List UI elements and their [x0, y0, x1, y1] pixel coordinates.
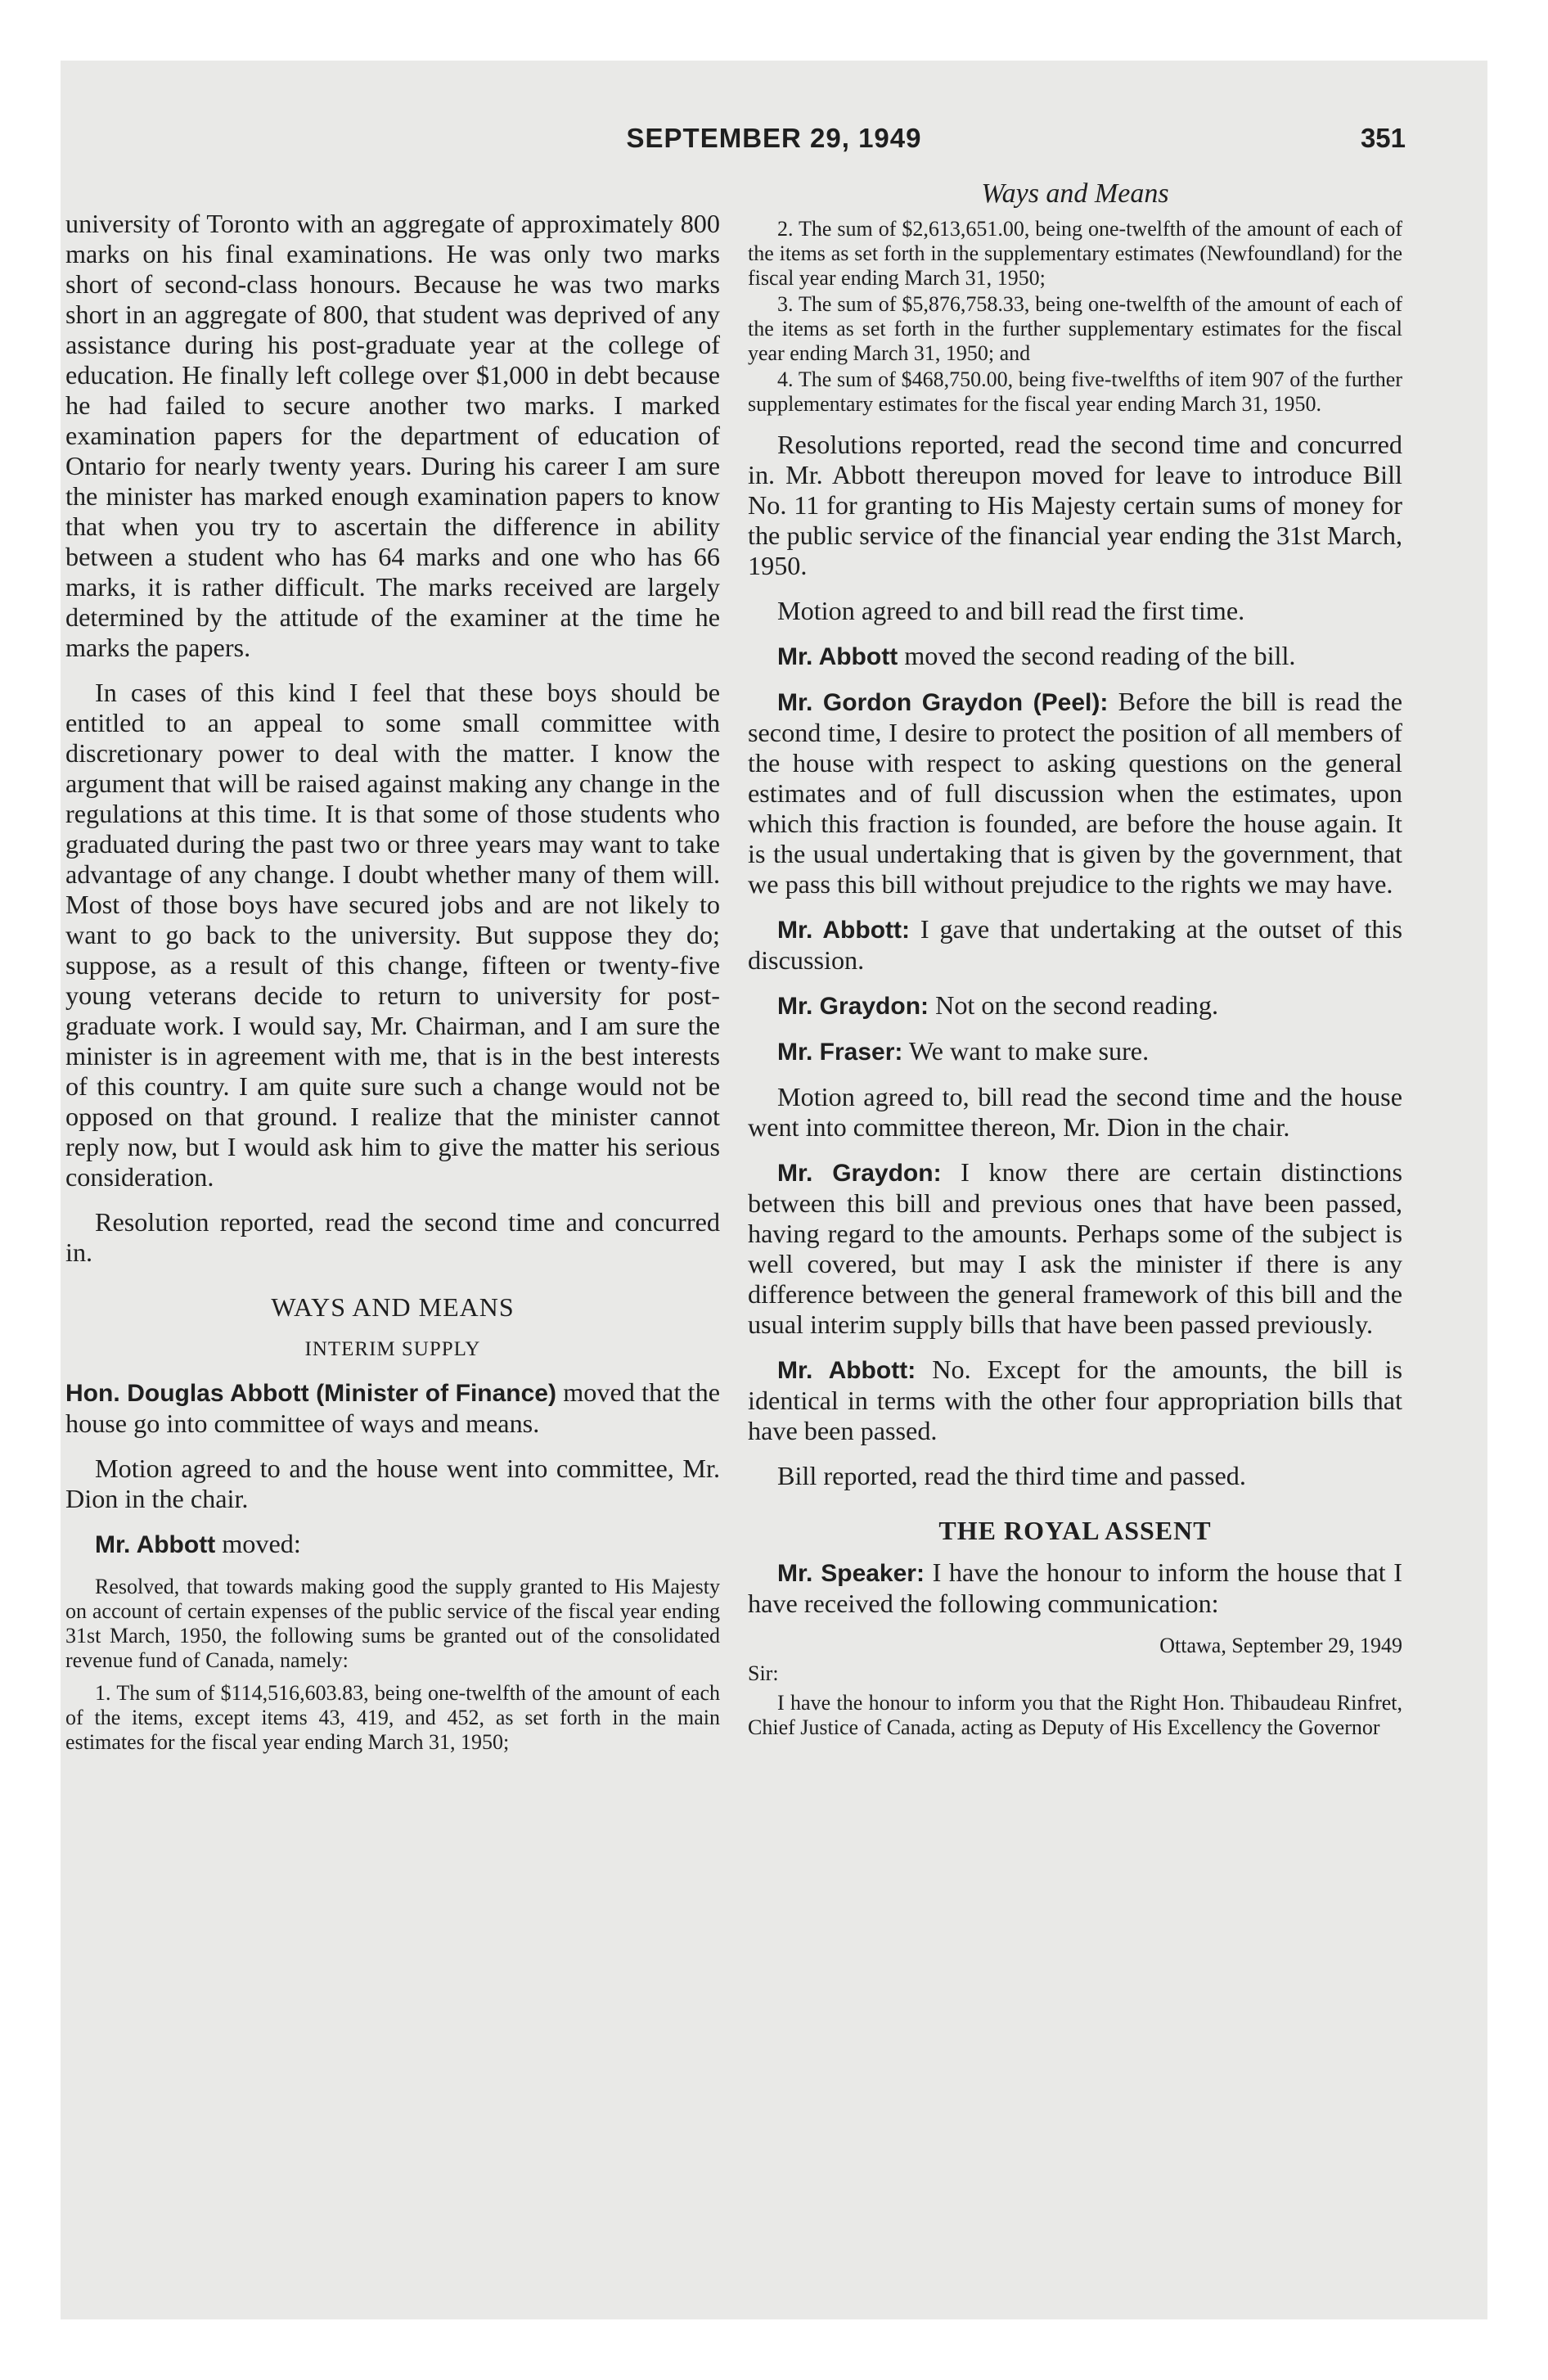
- resolution-item: 4. The sum of $468,750.00, being five-twelfths of item 907 of the further supplementary estimates for the fiscal year ending March 31, 1950.: [748, 367, 1402, 416]
- section-heading: WAYS AND MEANS: [271, 1292, 515, 1322]
- paragraph: In cases of this kind I feel that these boys should be entitled to an appeal to some small committee with discretionary power to deal with the matter. I know the argument that will be raised against making any change in the regulations at this time. It is that some of those students who graduated during the past two or three years may want to take advantage of any change. I doubt whether many of them will. Most of those boys have secured jobs and are not likely to want to go back to the university. But suppose they do; suppose, as a result of this change, fifteen or twenty-five young veterans decide to return to university for post-graduate work. I would say, Mr. Chairman, and I am sure the minister is in agreement with me, that is in the best interests of this country. I am quite sure such a change would not be opposed on that ground. I realize that the minister cannot reply now, but I would ask him to give the matter his serious consideration.: [65, 678, 720, 1192]
- speaker-name: Hon. Douglas Abbott (Minister of Finance): [65, 1380, 556, 1407]
- speech-text: I have the honour to inform the house that I have received the following communication:: [748, 1557, 1403, 1618]
- section-heading: THE ROYAL ASSENT: [938, 1516, 1212, 1545]
- speech-text: No. Except for the amounts, the bill is identical in terms with the other four appropriation bills that have been passed.: [748, 1355, 1402, 1445]
- paragraph: [748, 1036, 1402, 1067]
- paragraph: [748, 641, 1402, 672]
- paragraph: [748, 1557, 1402, 1619]
- speaker-name: Mr. Abbott: [777, 643, 898, 670]
- speaker-name: Mr. Abbott:: [777, 1357, 916, 1384]
- right-column: [748, 178, 1402, 1748]
- speaker-name: Mr. Fraser:: [777, 1039, 903, 1066]
- speech-text: I know there are certain distinctions between this bill and previous ones that have been passed, having regard to the amounts. Perhaps some of the subject is well covered, but may I ask the minister if there is any difference between the general framework of this bill and the usual interim supply bills that have been passed previously.: [748, 1157, 1402, 1339]
- paragraph: [748, 1355, 1402, 1446]
- paragraph: [748, 687, 1402, 899]
- resolution-item: 3. The sum of $5,876,758.33, being one-twelfth of the amount of each of the items as set forth in the further supplementary estimates for the fiscal year ending March 31, 1950; and: [748, 292, 1402, 365]
- letter-body: I have the honour to inform you that the Right Hon. Thibaudeau Rinfret, Chief Justice of Canada, acting as Deputy of His Excellency the Governor: [748, 1691, 1402, 1739]
- speaker-name: Mr. Abbott:: [777, 917, 910, 944]
- paragraph: [748, 1157, 1402, 1340]
- paragraph: university of Toronto with an aggregate of approximately 800 marks on his final examinations. He was only two marks short of second-class honours. Because he was two marks short in an aggregate of 800, that student was deprived of any assistance during his post-graduate year at the college of education. He finally left college over $1,000 in debt because he had failed to secure another two marks. I marked examination papers for the department of education of Ontario for nearly twenty years. During his career I am sure the minister has marked enough examination papers to know that when you try to ascertain the difference in ability between a student who has 64 marks and one who has 66 marks, it is rather difficult. The marks received are largely determined by the attitude of the examiner at the time he marks the papers.: [65, 209, 720, 662]
- header-date: SEPTEMBER 29, 1949: [626, 123, 922, 153]
- subsection-heading: INTERIM SUPPLY: [304, 1338, 481, 1360]
- paragraph: Motion agreed to, bill read the second time and the house went into committee thereon, Mr. Dion in the chair.: [748, 1082, 1402, 1142]
- running-heading: Ways and Means: [981, 178, 1169, 209]
- speech-text: moved that the house go into committee of ways and means.: [65, 1377, 720, 1438]
- paragraph: [65, 1529, 720, 1560]
- resolution-item: 2. The sum of $2,613,651.00, being one-twelfth of the amount of each of the items as set forth in the supplementary estimates (Newfoundland) for the fiscal year ending March 31, 1950;: [748, 217, 1402, 290]
- resolution-item: 1. The sum of $114,516,603.83, being one-twelfth of the amount of each of the items, except items 43, 419, and 452, as set forth in the main estimates for the fiscal year ending March 31, 1950;: [65, 1681, 720, 1754]
- speech-text: I gave that undertaking at the outset of this discussion.: [748, 914, 1402, 975]
- speaker-name: Mr. Graydon:: [777, 993, 929, 1020]
- page-number: 351: [1360, 123, 1406, 153]
- page-header: [61, 123, 1487, 172]
- speaker-name: Mr. Abbott: [95, 1531, 216, 1558]
- speaker-name: Mr. Graydon:: [777, 1160, 942, 1187]
- paragraph: [65, 1377, 720, 1439]
- left-column: [65, 209, 720, 1756]
- paragraph: [748, 914, 1402, 976]
- speaker-name: Mr. Speaker:: [777, 1560, 925, 1587]
- speech-text: We want to make sure.: [902, 1036, 1150, 1066]
- paragraph: Bill reported, read the third time and passed.: [777, 1461, 1246, 1490]
- paragraph: [748, 990, 1402, 1021]
- paragraph: Motion agreed to and the house went into committee, Mr. Dion in the chair.: [65, 1454, 720, 1513]
- letter-place-date: Ottawa, September 29, 1949: [1159, 1634, 1402, 1657]
- letter-salutation: Sir:: [748, 1661, 779, 1685]
- speaker-name: Mr. Gordon Graydon (Peel):: [777, 689, 1109, 716]
- speech-text: Before the bill is read the second time, I desire to protect the position of all members of the house with respect to asking questions on the general estimates and of full discussion when the estimates, upon which this fraction is founded, are before the house again. It is the usual undertaking that is given by the government, that we pass this bill without prejudice to the rights we may have.: [748, 687, 1402, 899]
- paragraph: Motion agreed to and bill read the first time.: [777, 596, 1245, 625]
- resolution-text: Resolved, that towards making good the supply granted to His Majesty on account of certain expenses of the public service of the fiscal year ending 31st March, 1950, the following sums be granted out of the consolidated revenue fund of Canada, namely:: [65, 1575, 720, 1672]
- paragraph: Resolutions reported, read the second time and concurred in. Mr. Abbott thereupon moved for leave to introduce Bill No. 11 for granting to His Majesty certain sums of money for the public service of the financial year ending the 31st March, 1950.: [748, 430, 1402, 580]
- speech-text: Not on the second reading.: [929, 990, 1218, 1020]
- paragraph: Resolution reported, read the second time and concurred in.: [65, 1207, 720, 1267]
- speech-text: moved:: [215, 1529, 301, 1558]
- speech-text: moved the second reading of the bill.: [898, 641, 1296, 670]
